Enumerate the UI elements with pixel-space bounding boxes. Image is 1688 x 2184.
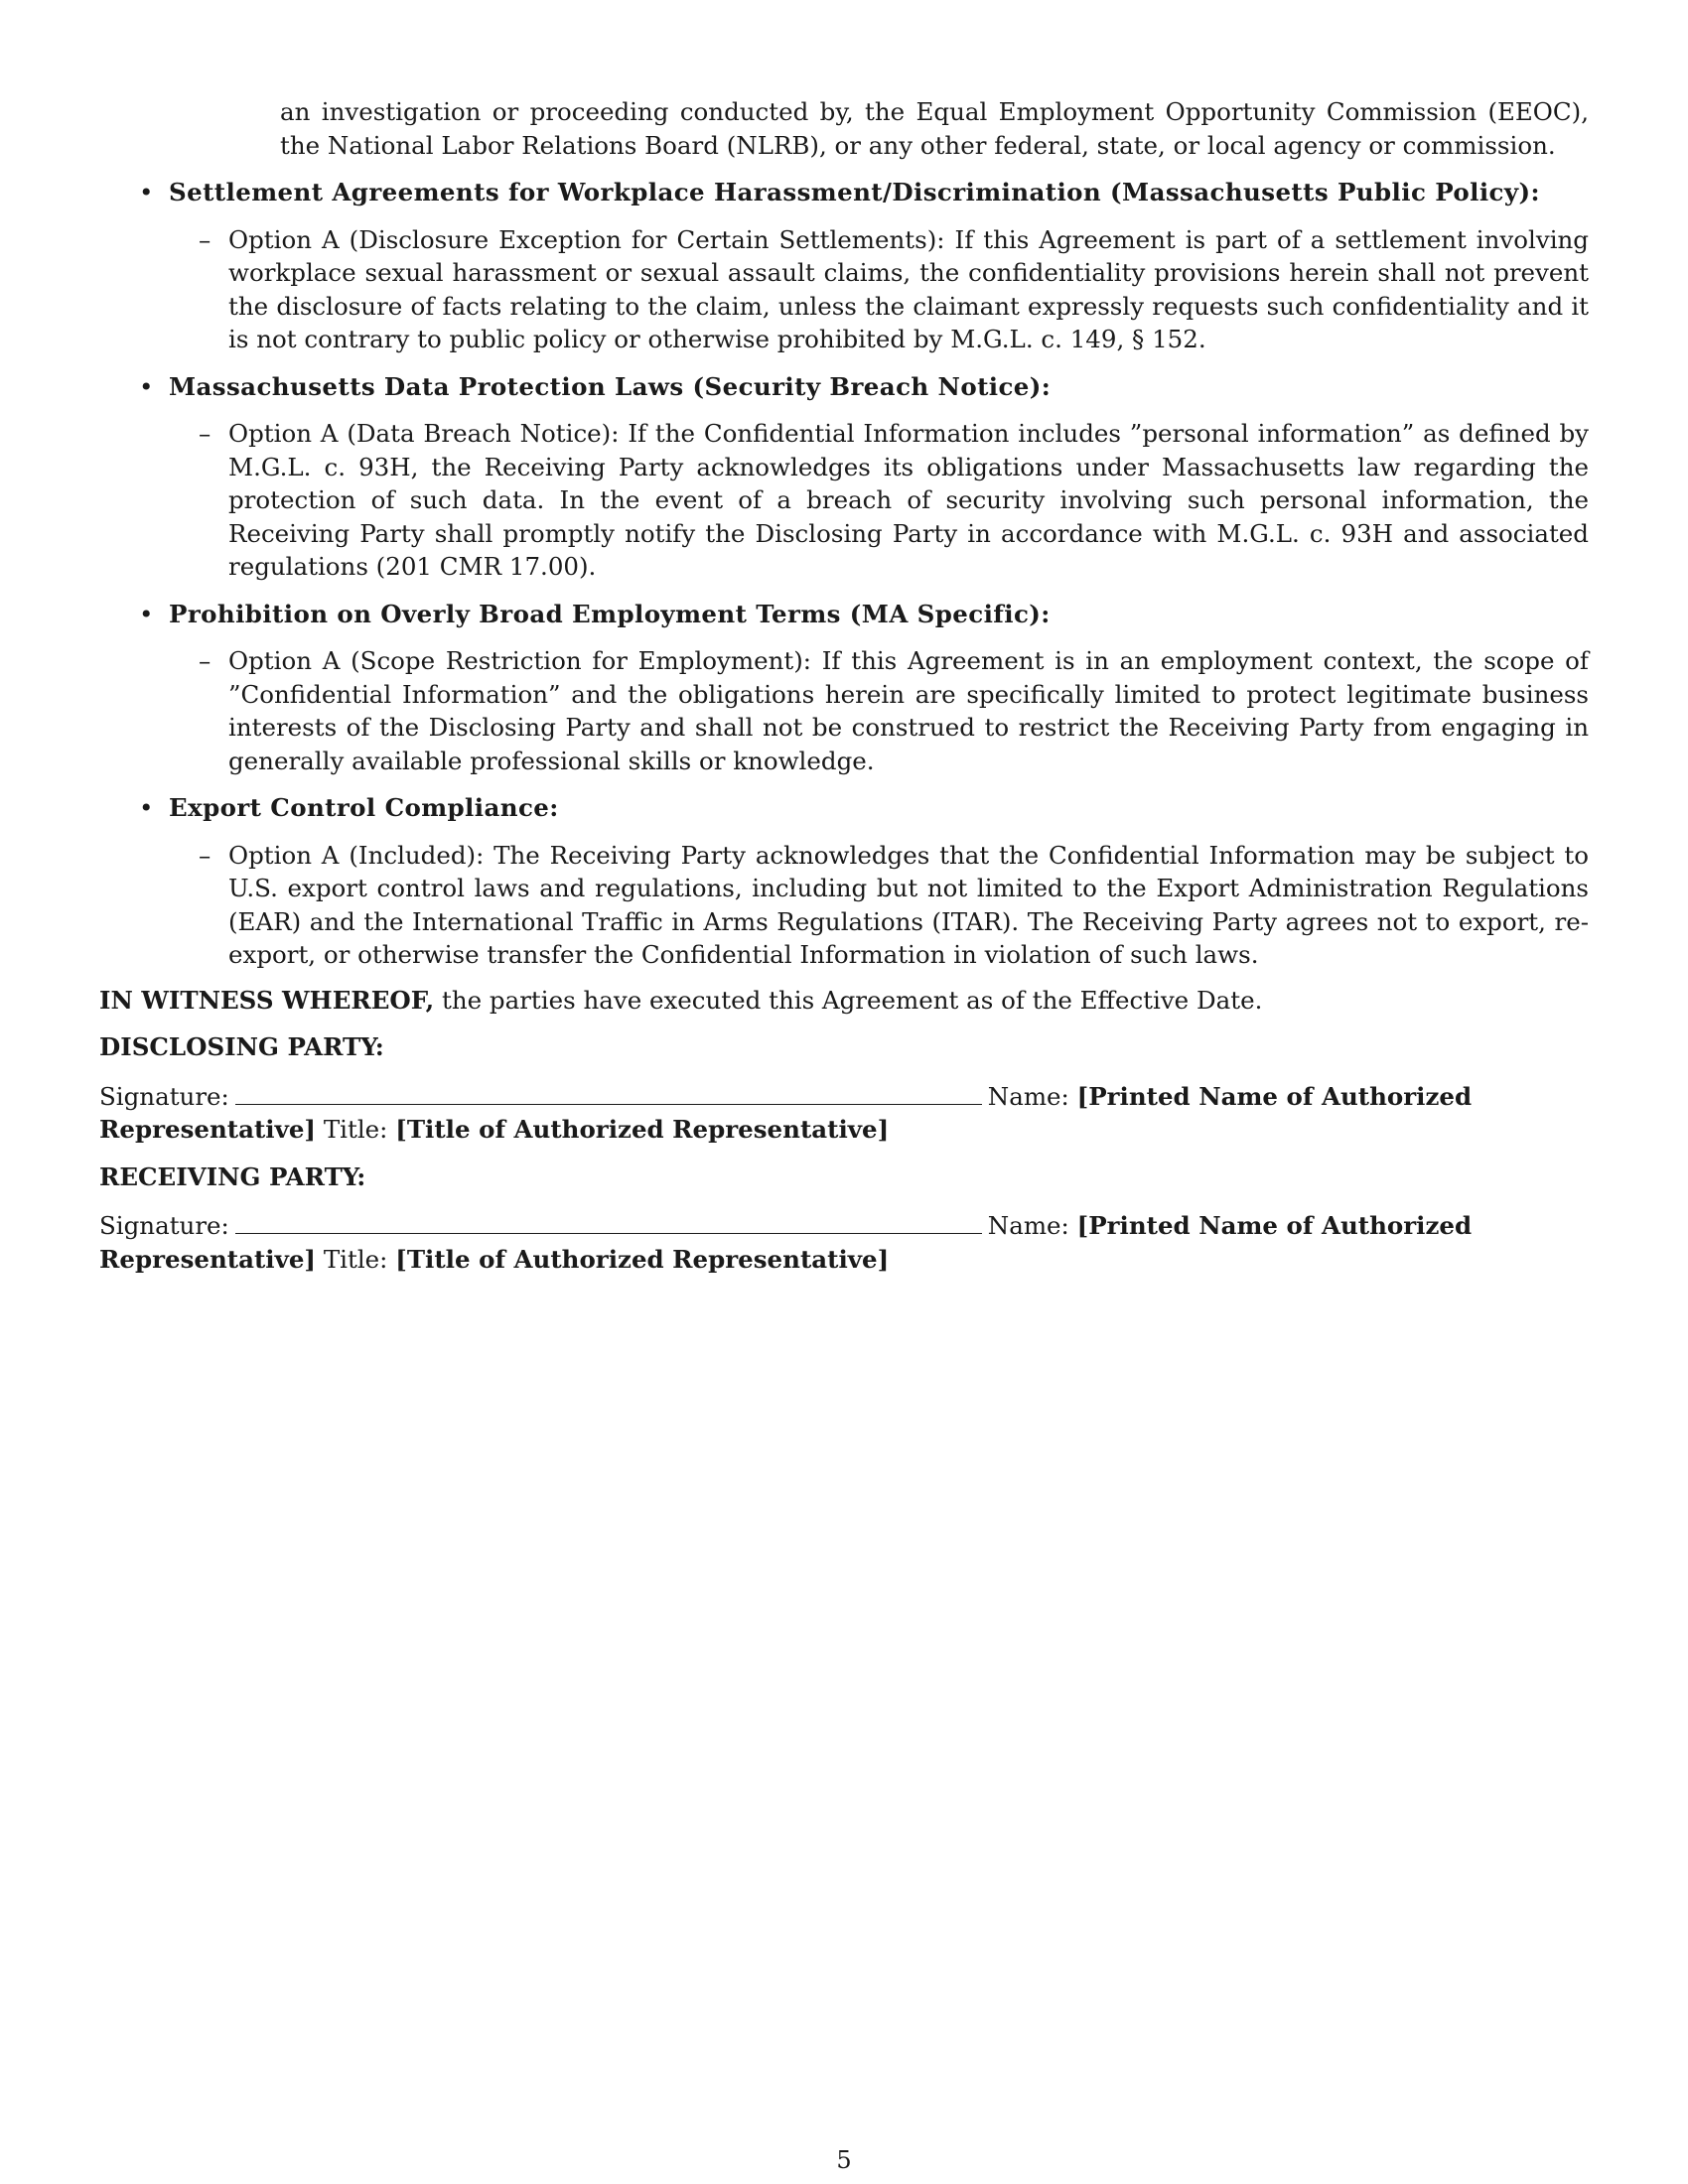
- document-page: [99, 95, 1589, 1276]
- name-label: Name:: [987, 1211, 1069, 1240]
- receiving-party-heading: RECEIVING PARTY:: [99, 1161, 366, 1191]
- name-placeholder: Printed Name of Authorized Representative: [99, 1081, 1473, 1144]
- title-label: Title:: [323, 1244, 388, 1274]
- receiving-signature-line[interactable]: [235, 1207, 982, 1234]
- option-data-protection: – Option A (Data Breach Notice): If the Confidential Information includes ”personal information” as defined by M.G.L. c. 93H, the Receiving Party acknowledges its obligations under Massachusetts law regarding the protection of such data. In the event of a breach of security involving such personal information, the Receiving Party shall promptly notify the Disclosing Party in accordance with M.G.L. c. 93H and associated regulations (201 CMR 17.00).: [228, 417, 1589, 584]
- section-heading-export-control: • Export Control Compliance:: [169, 791, 1589, 825]
- disclosing-signature-line[interactable]: [235, 1078, 982, 1105]
- witness-text: the parties have executed this Agreement as of the Effective Date.: [442, 985, 1263, 1015]
- disclosing-party-heading: DISCLOSING PARTY:: [99, 1032, 384, 1061]
- option-export-control: – Option A (Included): The Receiving Party acknowledges that the Confidential Information may be subject to U.S. export control laws and regulations, including but not limited to the Export Administration Regulations (EAR) and the International Traffic in Arms Regulations (ITAR). The Receiving Party agrees not to export, re-export, or otherwise transfer the Confidential Information in violation of such laws.: [228, 839, 1589, 972]
- option-employment-terms: – Option A (Scope Restriction for Employment): If this Agreement is in an employment context, the scope of ”Confidential Information” and the obligations herein are specifically limited to protect legitimate business interests of the Disclosing Party and shall not be construed to restrict the Receiving Party from engaging in generally available professional skills or knowledge.: [228, 644, 1589, 777]
- disclosing-signature-block: Signature: Name: [Printed Name of Authorized Representative] Title: [Title of Authorized Representative]: [99, 1078, 1589, 1147]
- section-heading-settlement: • Settlement Agreements for Workplace Harassment/Discrimination (Massachusetts Public Policy):: [169, 176, 1589, 209]
- signature-label: Signature:: [99, 1211, 229, 1240]
- title-placeholder: Title of Authorized Representative: [406, 1115, 878, 1144]
- receiving-signature-block: Signature: Name: [Printed Name of Authorized Representative] Title: [Title of Authorized Representative]: [99, 1207, 1589, 1276]
- continuation-paragraph: an investigation or proceeding conducted by, the Equal Employment Opportunity Commission (EEOC), the National Labor Relations Board (NLRB), or any other federal, state, or local agency or commission.: [280, 97, 1589, 160]
- section-heading-data-protection: • Massachusetts Data Protection Laws (Security Breach Notice):: [169, 370, 1589, 404]
- option-settlement: – Option A (Disclosure Exception for Certain Settlements): If this Agreement is part of a settlement involving workplace sexual harassment or sexual assault claims, the confidentiality provisions herein shall not prevent the disclosure of facts relating to the claim, unless the claimant expressly requests such confidentiality and it is not contrary to public policy or otherwise prohibited by M.G.L. c. 149, § 152.: [228, 223, 1589, 356]
- witness-clause: [99, 984, 1589, 1018]
- witness-bold: IN WITNESS WHEREOF,: [99, 985, 435, 1015]
- signature-label: Signature:: [99, 1081, 229, 1111]
- section-heading-employment-terms: • Prohibition on Overly Broad Employment Terms (MA Specific):: [169, 598, 1589, 631]
- name-label: Name:: [987, 1081, 1069, 1111]
- name-placeholder: Printed Name of Authorized Representative: [99, 1211, 1473, 1274]
- title-placeholder: Title of Authorized Representative: [406, 1244, 878, 1274]
- title-label: Title:: [323, 1115, 388, 1144]
- page-number: 5: [836, 2146, 852, 2174]
